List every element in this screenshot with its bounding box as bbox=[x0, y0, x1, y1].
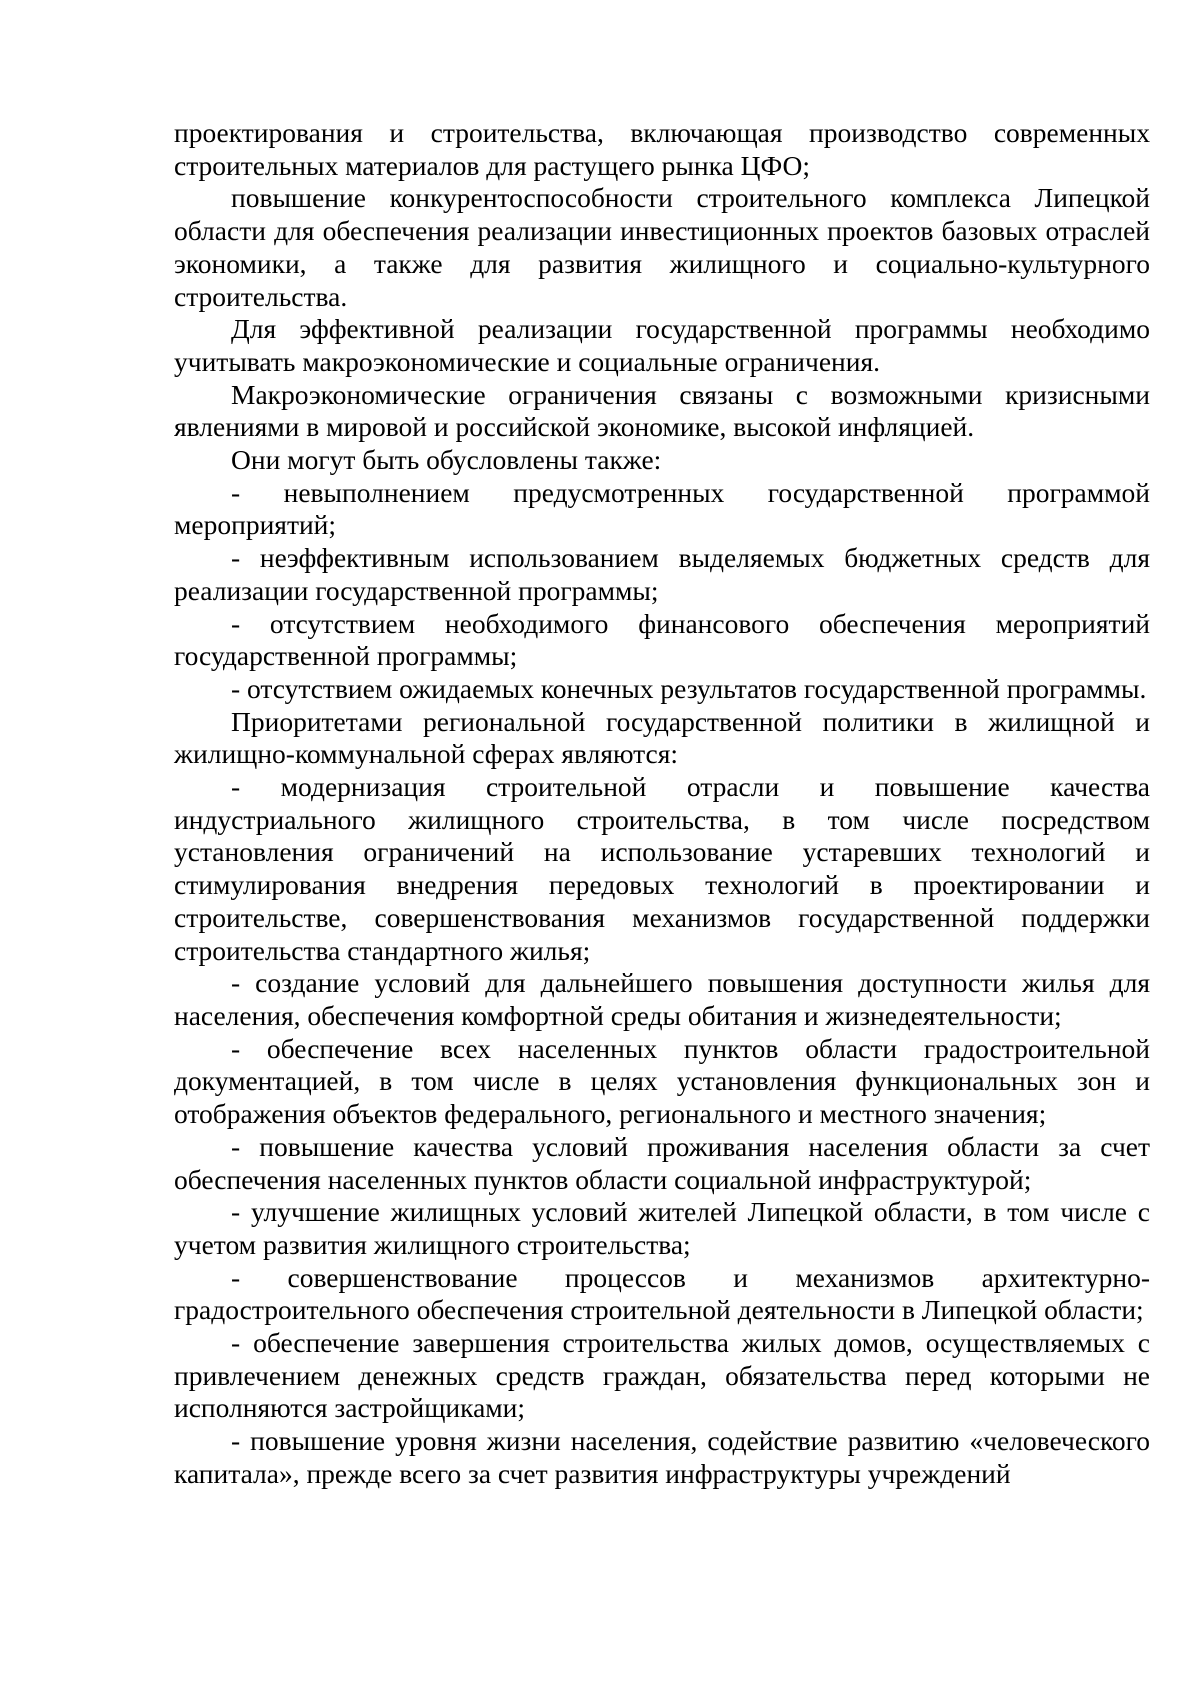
paragraph-program-constraints: Для эффективной реализации государственной программы необходимо учитывать макроэкономические и социальные ограничения. bbox=[174, 313, 1150, 377]
paragraph-priorities-intro: Приоритетами региональной государственной политики в жилищной и жилищно-коммунальной сферах являются: bbox=[174, 705, 1150, 770]
list-item-no-results: - отсутствием ожидаемых конечных результатов государственной программы. bbox=[231, 672, 1147, 704]
list-item-housing-improvement: - улучшение жилищных условий жителей Липецкой области, в том числе с учетом развития жилищного строительства; bbox=[174, 1196, 1150, 1260]
list-item-modernization: - модернизация строительной отрасли и повышение качества индустриального жилищного строительства, в том числе посредством установления ограничений на использование устаревших технологий и стимулирования внедрения передовых технологий в проектировании и строительстве, совершенствования механизмов государственной поддержки строительства стандартного жилья; bbox=[174, 771, 1150, 966]
paragraph-continuation: проектирования и строительства, включающая производство современных строительных материалов для растущего рынка ЦФО; bbox=[174, 117, 1150, 181]
paragraph-conditions-intro: Они могут быть обусловлены также: bbox=[231, 444, 662, 476]
list-item-living-conditions: - повышение качества условий проживания населения области за счет обеспечения населенных пунктов области социальной инфраструктурой; bbox=[174, 1130, 1150, 1195]
list-item-housing-availability: - создание условий для дальнейшего повышения доступности жилья для населения, обеспечения комфортной среды обитания и жизнедеятельности; bbox=[174, 967, 1150, 1031]
list-item-inefficient-use: - неэффективным использованием выделяемых бюджетных средств для реализации государственной программы; bbox=[174, 542, 1150, 606]
list-item-non-fulfillment: - невыполнением предусмотренных государственной программой мероприятий; bbox=[174, 476, 1150, 541]
paragraph-competitiveness: повышение конкурентоспособности строительного комплекса Липецкой области для обеспечения реализации инвестиционных проектов базовых отраслей экономики, а также для развития жилищного и социально-культурного строительства. bbox=[174, 182, 1150, 312]
list-item-construction-completion: - обеспечение завершения строительства жилых домов, осуществляемых с привлечением денежных средств граждан, обязательства перед которыми не исполняются застройщиками; bbox=[174, 1327, 1150, 1424]
list-item-urban-planning-docs: - обеспечение всех населенных пунктов области градостроительной документацией, в том числе в целях установления функциональных зон и отображения объектов федерального, регионального и местного значения; bbox=[174, 1032, 1150, 1130]
paragraph-macroeconomic-constraints: Макроэкономические ограничения связаны с возможными кризисными явлениями в мировой и российской экономике, высокой инфляцией. bbox=[174, 378, 1150, 443]
list-item-living-standards: - повышение уровня жизни населения, содействие развитию «человеческого капитала», прежде всего за счет развития инфраструктуры учреждений bbox=[174, 1425, 1150, 1489]
list-item-lack-of-funding: - отсутствием необходимого финансового обеспечения мероприятий государственной программы; bbox=[174, 607, 1150, 672]
document-body bbox=[174, 117, 1150, 1491]
list-item-architecture-processes: - совершенствование процессов и механизмов архитектурно-градостроительного обеспечения строительной деятельности в Липецкой области; bbox=[174, 1261, 1150, 1326]
